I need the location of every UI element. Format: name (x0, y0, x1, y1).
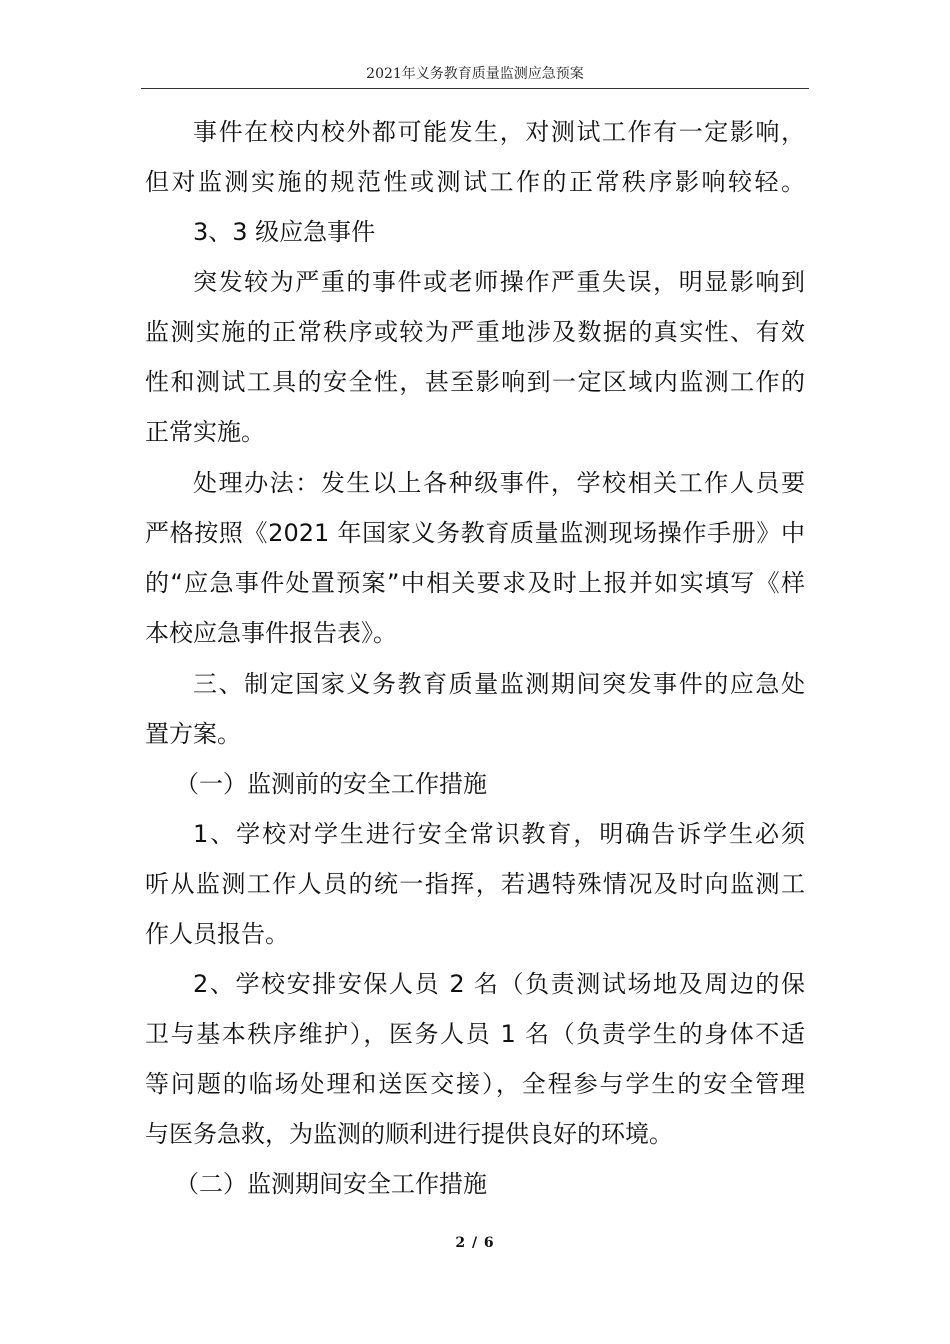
paragraph-line: 性和测试工具的安全性，甚至影响到一定区域内监测工作的 (145, 368, 805, 396)
paragraph-line: 突发较为严重的事件或老师操作严重失误，明显影响到 (193, 268, 805, 296)
section-heading: 置方案。 (145, 720, 241, 748)
page-header: 2021年义务教育质量监测应急预案 (366, 66, 584, 82)
paragraph-line: 事件在校内校外都可能发生，对测试工作有一定影响， (193, 118, 805, 146)
paragraph-line: 2、学校安排安保人员 2 名（负责测试场地及周边的保 (193, 970, 805, 998)
paragraph-line: 本校应急事件报告表》。 (145, 619, 397, 647)
paragraph-line: 1、学校对学生进行安全常识教育，明确告诉学生必须 (193, 820, 805, 848)
section-heading: 三、制定国家义务教育质量监测期间突发事件的应急处 (193, 670, 805, 698)
page-number: 2 / 6 (455, 1235, 495, 1251)
subsection-heading: （一）监测前的安全工作措施 (175, 770, 487, 798)
paragraph-line: 正常实施。 (145, 418, 265, 446)
paragraph-line: 等问题的临场处理和送医交接），全程参与学生的安全管理 (145, 1070, 805, 1098)
paragraph-line: 与医务急救，为监测的顺利进行提供良好的环境。 (145, 1120, 673, 1148)
paragraph-line: 的“应急事件处置预案”中相关要求及时上报并如实填写《样 (145, 569, 805, 597)
paragraph-line: 处理办法：发生以上各种级事件，学校相关工作人员要 (193, 469, 805, 497)
paragraph-line: 监测实施的正常秩序或较为严重地涉及数据的真实性、有效 (145, 318, 805, 346)
paragraph-line: 听从监测工作人员的统一指挥，若遇特殊情况及时向监测工 (145, 870, 805, 898)
paragraph-line: 严格按照《2021 年国家义务教育质量监测现场操作手册》中 (145, 519, 805, 547)
subsection-heading: （二）监测期间安全工作措施 (175, 1170, 487, 1198)
paragraph-line: 但对监测实施的规范性或测试工作的正常秩序影响较轻。 (145, 168, 805, 196)
section-heading: 3、3 级应急事件 (193, 218, 376, 246)
paragraph-line: 作人员报告。 (145, 920, 289, 948)
paragraph-line: 卫与基本秩序维护），医务人员 1 名（负责学生的身体不适 (145, 1020, 805, 1048)
